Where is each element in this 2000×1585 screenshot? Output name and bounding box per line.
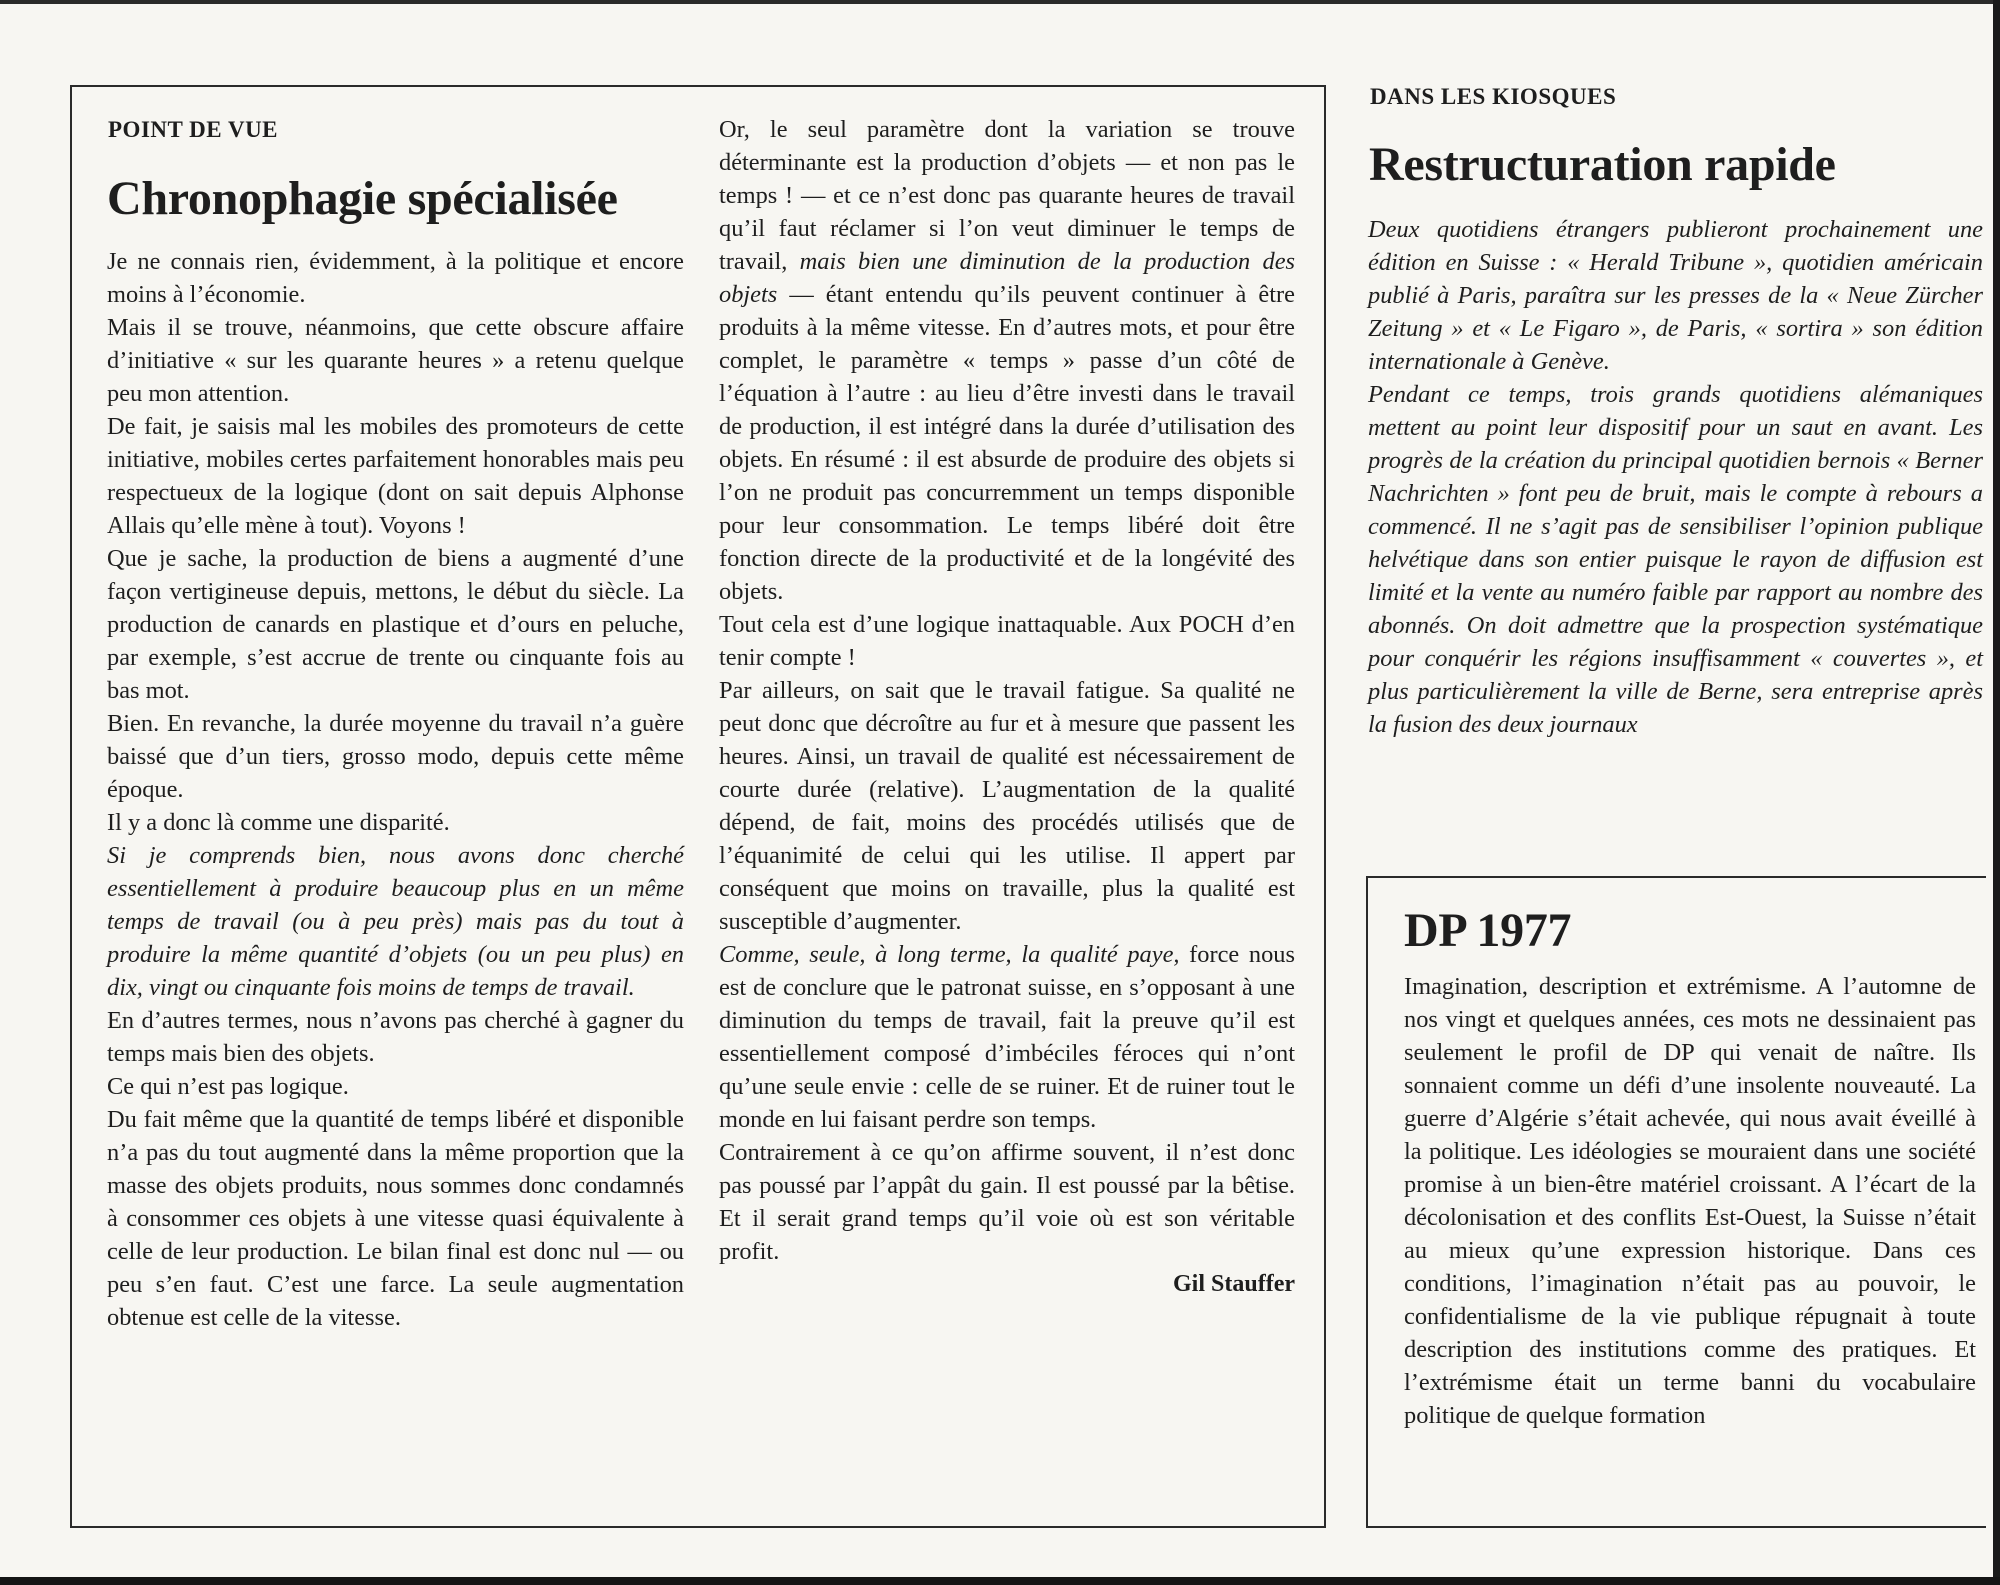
point-de-vue-column-2 [719, 113, 1295, 1301]
page-edge [1993, 0, 2000, 1585]
text-run: force nous est de conclure que le patronat suisse, en s’opposant à une diminution du temps de travail, fait la preuve qu’il est essentiellement composé d’imbéciles féroces qui n’ont qu’une seule envie : celle de se ruiner. Et de ruiner tout le monde en lui faisant perdre son temps. [719, 941, 1295, 1133]
italic-run: mais bien une diminution de la production des objets [719, 248, 1296, 308]
top-rule [0, 0, 2000, 4]
paragraph: Imagination, description et extrémisme. A l’automne de nos vingt et quelques années, ces mots ne dessinaient pas seulement le profil de DP qui venait de naître. Ils sonnaient comme un défi d’une insolente nouveauté. La guerre d’Algérie s’était achevée, qui nous avait éveillé à la politique. Les idéologies se mouraient dans une société promise à un bien-être matériel croissant. A l’écart de la décolonisation et des conflits Est-Ouest, la Suisse n’était au mieux qu’une expression historique. Dans ces conditions, l’imagination n’était pas au pouvoir, le confidentialisme de la vie publique répugnait à toute description des institutions comme des pratiques. Et l’extrémisme était un terme banni du vocabulaire politique de quelque formation [1404, 973, 1976, 1429]
paragraph [719, 938, 1295, 1136]
kiosques-column [1368, 213, 1983, 741]
point-de-vue-column-1 [107, 245, 684, 1334]
italic-run: Comme, seule, à long terme, la qualité paye, [719, 941, 1180, 968]
kiosques-kicker: DANS LES KIOSQUES [1370, 84, 1617, 109]
paragraph [719, 113, 1295, 608]
paragraph: Il y a donc là comme une disparité. [107, 809, 450, 836]
italic-paragraph: Deux quotidiens étrangers publieront prochainement une édition en Suisse : « Herald Tribune », quotidien américain publié à Paris, paraîtra sur les presses de la « Neue Zürcher Zeitung » et « Le Figaro », de Paris, « sortira » son édition internationale à Genève. [1368, 216, 1983, 375]
italic-paragraph: Pendant ce temps, trois grands quotidiens alémaniques mettent au point leur dispositif pour un saut en avant. Les progrès de la création du principal quotidien bernois « Berner Nachrichten » font peu de bruit, mais le compte à rebours a commencé. Il ne s’agit pas de sensibiliser l’opinion publique helvétique dans son entier puisque le rayon de diffusion est limité et la vente au numéro faible par rapport au nombre des abonnés. On doit admettre que la prospection systématique pour conquérir les régions insuffisamment « couvertes », et plus particulièrement la ville de Berne, sera entreprise après la fusion des deux journaux [1368, 381, 1983, 738]
bottom-rule [0, 1577, 2000, 1585]
kiosques-title: Restructuration rapide [1369, 138, 1836, 191]
paragraph: Mais il se trouve, néanmoins, que cette obscure affaire d’initiative « sur les quarante heures » a retenu quelque peu mon attention. [107, 314, 684, 407]
paragraph: De fait, je saisis mal les mobiles des promoteurs de cette initiative, mobiles certes parfaitement honorables mais peu respectueux de la logique (dont on sait depuis Alphonse Allais qu’elle mène à tout). Voyons ! [107, 413, 684, 539]
text-run: Or, le seul paramètre dont la variation se trouve déterminante est la production d’objets — et non pas le temps ! — et ce n’est donc pas quarante heures de travail qu’il faut réclamer si l’on veut diminuer le temps de travail, [719, 116, 1295, 275]
paragraph: Par ailleurs, on sait que le travail fatigue. Sa qualité ne peut donc que décroître au fur et à mesure que passent les heures. Ainsi, un travail de qualité est nécessairement de courte durée (relative). L’augmentation de la qualité dépend, de fait, moins des procédés utilisés que de l’équanimité de celui qui les utilise. Il appert par conséquent que moins on travaille, plus la qualité est susceptible d’augmenter. [719, 677, 1295, 935]
text-run: — étant entendu qu’ils peuvent continuer à être produits à la même vitesse. En d’autres mots, et pour être complet, le paramètre « temps » passe d’un côté de l’équation à l’autre : au lieu d’être investi dans le travail de production, il est intégré dans la durée d’utilisation des objets. En résumé : il est absurde de produire des objets si l’on ne produit pas concurremment un temps disponible pour leur consommation. Le temps libéré doit être fonction directe de la productivité et de la longévité des objets. [719, 281, 1295, 605]
paragraph: Tout cela est d’une logique inattaquable. Aux POCH d’en tenir compte ! [719, 611, 1295, 671]
paragraph: Bien. En revanche, la durée moyenne du travail n’a guère baissé que d’un tiers, grosso modo, depuis cette même époque. [107, 710, 684, 803]
dp1977-title: DP 1977 [1404, 904, 1572, 957]
paragraph: Du fait même que la quantité de temps libéré et disponible n’a pas du tout augmenté dans la même proportion que la masse des objets produits, nous sommes donc condamnés à consommer ces objets à une vitesse quasi équivalente à celle de leur production. Le bilan final est donc nul — ou peu s’en faut. C’est une farce. La seule augmentation obtenue est celle de la vitesse. [107, 1106, 684, 1331]
point-de-vue-title: Chronophagie spécialisée [107, 172, 618, 225]
paragraph: Ce qui n’est pas logique. [107, 1073, 349, 1100]
paragraph: Que je sache, la production de biens a augmenté d’une façon vertigineuse depuis, mettons, le début du siècle. La production de canards en plastique et d’ours en peluche, par exemple, s’est accrue de trente ou cinquante fois au bas mot. [107, 545, 684, 704]
dp1977-column [1404, 970, 1976, 1432]
italic-paragraph: Si je comprends bien, nous avons donc cherché essentiellement à produire beaucoup plus en un même temps de travail (ou à peu près) mais pas du tout à produire la même quantité d’objets (ou un peu plus) en dix, vingt ou cinquante fois moins de temps de travail. [107, 842, 684, 1001]
author-byline: Gil Stauffer [1173, 1271, 1295, 1297]
paragraph: En d’autres termes, nous n’avons pas cherché à gagner du temps mais bien des objets. [107, 1007, 684, 1067]
paragraph: Je ne connais rien, évidemment, à la politique et encore moins à l’économie. [107, 248, 684, 308]
point-de-vue-kicker: POINT DE VUE [108, 117, 279, 142]
paragraph: Contrairement à ce qu’on affirme souvent, il n’est donc pas poussé par l’appât du gain. Il est poussé par la bêtise. Et il serait grand temps qu’il voie où est son véritable profit. [719, 1139, 1295, 1265]
